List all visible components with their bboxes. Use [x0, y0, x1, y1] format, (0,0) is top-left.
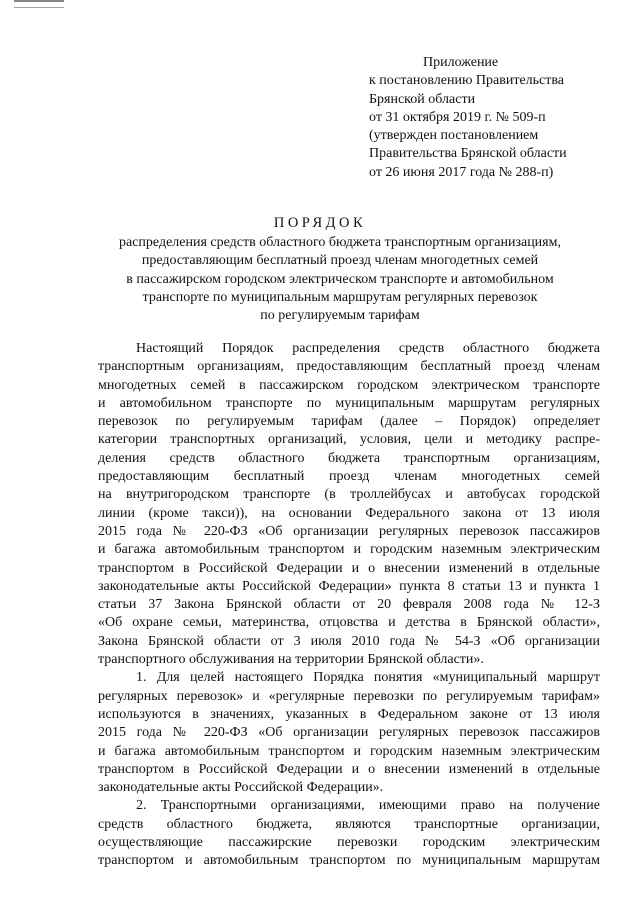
appendix-line: (утвержден постановлением	[369, 128, 539, 144]
body-line: статьи 37 Закона Брянской области от 20 февраля 2008 года № 12-З	[98, 597, 600, 613]
body-line: предоставляющим бесплатный проезд членам многодетных семей	[98, 469, 600, 485]
document-subtitle	[90, 234, 590, 325]
body-line: транспортом в Российской Федерации и о внесении изменений в отдельные	[98, 761, 600, 777]
intro-paragraph	[98, 340, 600, 669]
appendix-line: от 31 октября 2019 г. № 509-п	[369, 109, 546, 125]
body-line: многодетных семей в пассажирском городском электрическом транспорте	[98, 377, 600, 393]
body-line: 2015 года № 220-ФЗ «Об организации регулярных перевозок пассажиров	[98, 725, 600, 741]
body-line: категории транспортных организаций, условия, цели и методику распре-	[98, 432, 600, 448]
body-line: используются в значениях, указанных в Федеральном законе от 13 июля	[98, 706, 600, 722]
body-line: перевозок по регулируемым тарифам (далее – Порядок) определяет	[98, 414, 600, 430]
subtitle-line: транспорте по муниципальным маршрутам регулярных перевозок	[142, 289, 538, 305]
body-line: транспортного обслуживания на территории Брянской области».	[98, 652, 484, 668]
body-line: и автомобильном транспорте по муниципальным маршрутам регулярных	[98, 395, 600, 411]
scan-artifact	[14, 0, 64, 8]
body-line: законодательные акты Российской Федерации» пункта 8 статьи 13 и пункта 1	[98, 578, 600, 594]
body-line: и багажа автомобильным транспортом и городским наземным электрическим	[98, 743, 600, 759]
body-line: и багажа автомобильным транспортом и городским наземным электрическим	[98, 542, 600, 558]
body-line: деления средств областного бюджета транспортным организациям,	[98, 450, 600, 466]
body-line: регулярных перевозок» и «регулярные перевозки по регулируемым тарифам»	[98, 688, 600, 704]
appendix-line: Правительства Брянской области	[369, 146, 567, 162]
document-title: ПОРЯДОК	[273, 215, 367, 231]
subtitle-line: распределения средств областного бюджета транспортным организациям,	[119, 235, 561, 250]
body-line: 2015 года № 220-ФЗ «Об организации регулярных перевозок пассажиров	[98, 523, 600, 539]
subtitle-line: по регулируемым тарифам	[260, 308, 420, 324]
body-line: на внутригородском транспорте (в троллейбусах и автобусах городской	[98, 487, 600, 503]
appendix-line: Приложение	[423, 55, 499, 70]
body-line: транспортным организациям, предоставляющим бесплатный проезд членам	[98, 359, 600, 375]
body-line: Закона Брянской области от 3 июля 2010 года № 54-З «Об организации	[98, 633, 600, 649]
body-line: осуществляющие пассажирские перевозки городским электрическим	[98, 835, 600, 851]
appendix-line: от 26 июня 2017 года № 288-п)	[369, 164, 554, 180]
body-line: законодательные акты Российской Федерации».	[98, 780, 384, 796]
body-line: транспортом в Российской Федерации и о внесении изменений в отдельные	[98, 560, 600, 576]
appendix-line: Брянской области	[369, 91, 476, 107]
subtitle-line: в пассажирском городском электрическом транспорте и автомобильном	[126, 271, 554, 287]
body-line: 1. Для целей настоящего Порядка понятия «муниципальный маршрут	[136, 670, 600, 686]
body-line: 2. Транспортными организациями, имеющими право на получение	[136, 798, 600, 814]
appendix-line: к постановлению Правительства	[369, 73, 565, 89]
body-line: транспортом и автомобильным транспортом по муниципальным маршрутам	[98, 853, 600, 869]
paragraph-1	[98, 669, 600, 797]
subtitle-line: предоставляющим бесплатный проезд членам многодетных семей	[141, 253, 539, 269]
body-line: Настоящий Порядок распределения средств областного бюджета	[136, 341, 600, 356]
appendix-header	[369, 54, 634, 182]
body-line: линии (кроме такси)), на основании Федерального закона от 13 июля	[98, 505, 600, 521]
document-body	[98, 340, 600, 871]
paragraph-2	[98, 797, 600, 870]
body-line: «Об охране семьи, материнства, отцовства и детства в Брянской области»,	[98, 615, 600, 631]
body-line: средств областного бюджета, являются транспортные организации,	[98, 816, 600, 832]
